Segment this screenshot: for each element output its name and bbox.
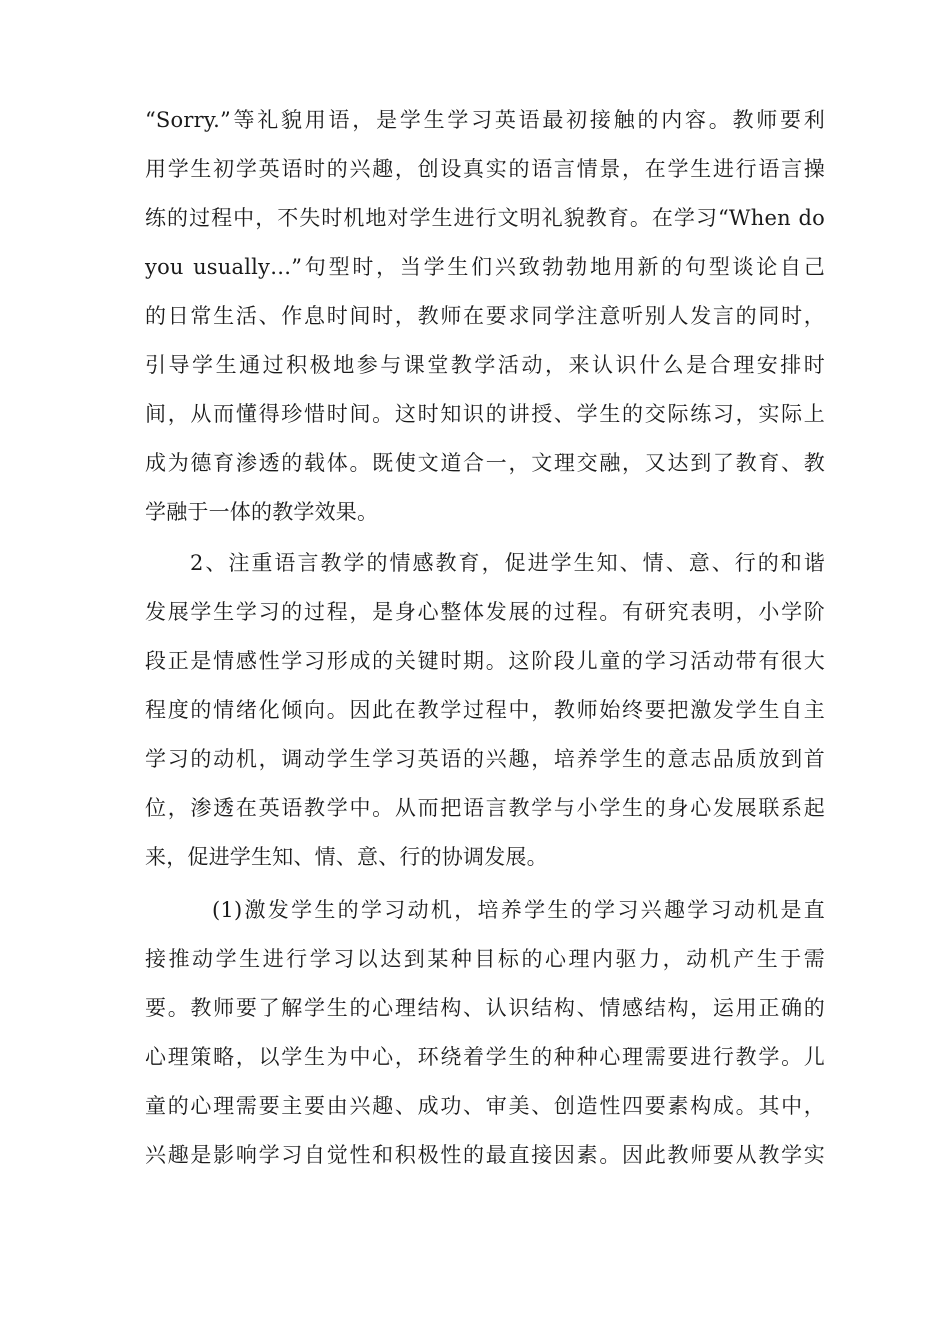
paragraph-1-line-8: 成为德育渗透的载体。既使文道合一，文理交融，又达到了教育、教 — [145, 451, 825, 475]
paragraph-2-line-7: 来，促进学生知、情、意、行的协调发展。 — [145, 845, 548, 869]
paragraph-2-line-3: 段正是情感性学习形成的关键时期。这阶段儿童的学习活动带有很大 — [145, 649, 825, 673]
paragraph-1-line-2: 用学生初学英语时的兴趣，创设真实的语言情景，在学生进行语言操 — [145, 157, 825, 181]
paragraph-2-line-6: 位，渗透在英语教学中。从而把语言教学与小学生的身心发展联系起 — [145, 796, 825, 820]
paragraph-1-line-7: 间，从而懂得珍惜时间。这时知识的讲授、学生的交际练习，实际上 — [145, 402, 825, 426]
paragraph-3-line-2: 接推动学生进行学习以达到某种目标的心理内驱力，动机产生于需 — [145, 947, 825, 971]
paragraph-1-line-1: “Sorry.”等礼貌用语，是学生学习英语最初接触的内容。教师要利 — [145, 108, 825, 132]
paragraph-1-line-9: 学融于一体的教学效果。 — [145, 500, 379, 524]
paragraph-3-line-3: 要。教师要了解学生的心理结构、认识结构、情感结构，运用正确的 — [145, 996, 825, 1020]
paragraph-1-line-4: you usually…”句型时，当学生们兴致勃勃地用新的句型谈论自己 — [145, 255, 825, 279]
paragraph-1-line-3: 练的过程中，不失时机地对学生进行文明礼貌教育。在学习“When do — [145, 206, 825, 230]
paragraph-2-line-1: 2、注重语言教学的情感教育，促进学生知、情、意、行的和谐 — [190, 551, 825, 575]
paragraph-1-line-5: 的日常生活、作息时间时，教师在要求同学注意听别人发言的同时， — [145, 304, 825, 328]
paragraph-2-line-4: 程度的情绪化倾向。因此在教学过程中，教师始终要把激发学生自主 — [145, 698, 825, 722]
paragraph-3-line-1: (1)激发学生的学习动机，培养学生的学习兴趣学习动机是直 — [212, 898, 825, 922]
paragraph-3-line-5: 童的心理需要主要由兴趣、成功、审美、创造性四要素构成。其中， — [145, 1094, 825, 1118]
paragraph-2-line-5: 学习的动机，调动学生学习英语的兴趣，培养学生的意志品质放到首 — [145, 747, 825, 771]
paragraph-3-line-6: 兴趣是影响学习自觉性和积极性的最直接因素。因此教师要从教学实 — [145, 1143, 825, 1167]
paragraph-2-line-2: 发展学生学习的过程，是身心整体发展的过程。有研究表明，小学阶 — [145, 600, 825, 624]
paragraph-1-line-6: 引导学生通过积极地参与课堂教学活动，来认识什么是合理安排时 — [145, 353, 825, 377]
paragraph-3-line-4: 心理策略，以学生为中心，环绕着学生的种种心理需要进行教学。儿 — [145, 1045, 825, 1069]
